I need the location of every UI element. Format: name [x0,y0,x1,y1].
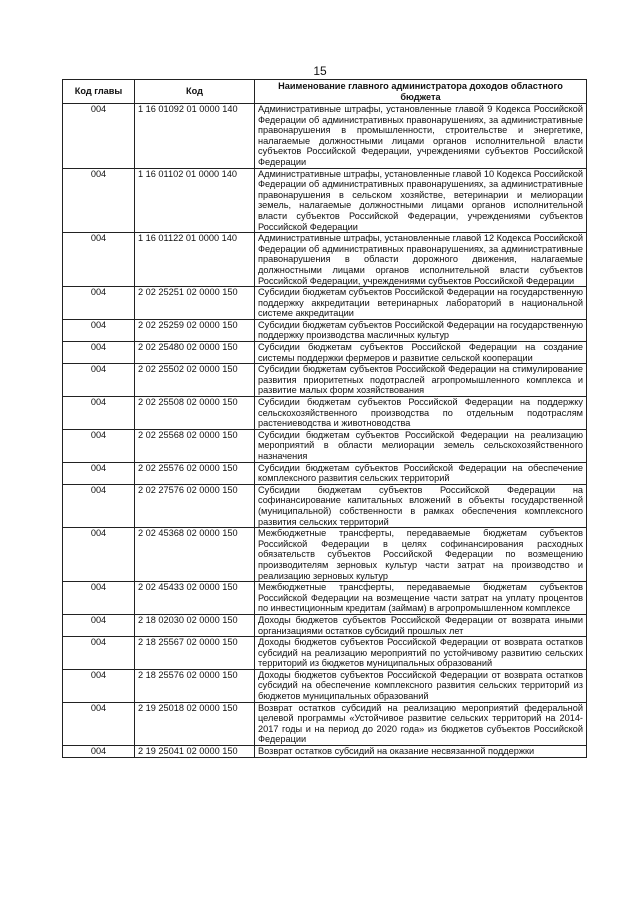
chapter-code-cell: 004 [63,168,135,233]
chapter-code-cell: 004 [63,233,135,287]
chapter-code-cell: 004 [63,614,135,636]
table-row [63,484,587,527]
table-row [63,702,587,745]
revenue-code-cell: 1 16 01102 01 0000 140 [135,168,255,233]
administrator-name-cell: Субсидии бюджетам субъектов Российской Федерации на поддержку сельскохозяйственного производства по отдельным подотраслям растениеводства и животноводства [255,397,587,430]
table-row [63,342,587,364]
chapter-code-cell: 004 [63,319,135,341]
table-row [63,669,587,702]
administrator-name-cell: Административные штрафы, установленные главой 12 Кодекса Российской Федерации об административных правонарушениях, за административные правонарушения в области дорожного движения, налагаемые должностными лицами органов исполнительной власти субъектов Российской Федерации, учреждениями субъектов Российской Федерации [255,233,587,287]
table-row [63,319,587,341]
administrator-name-cell: Возврат остатков субсидий на оказание несвязанной поддержки [255,746,587,758]
revenue-code-cell: 1 16 01092 01 0000 140 [135,104,255,169]
revenue-code-cell: 2 19 25018 02 0000 150 [135,702,255,745]
administrator-name-cell: Субсидии бюджетам субъектов Российской Федерации на стимулирование развития приоритетных подотраслей агропромышленного комплекса и развитие малых форм хозяйствования [255,364,587,397]
table-row [63,364,587,397]
revenue-code-cell: 2 02 27576 02 0000 150 [135,484,255,527]
chapter-code-cell: 004 [63,104,135,169]
revenue-code-cell: 1 16 01122 01 0000 140 [135,233,255,287]
table-row [63,582,587,615]
table-row [63,746,587,758]
administrator-name-cell: Доходы бюджетов субъектов Российской Федерации от возврата остатков субсидий на реализацию мероприятий по устойчивому развитию сельских территорий из бюджетов муниципальных образований [255,637,587,670]
chapter-code-cell: 004 [63,746,135,758]
administrator-name-cell: Административные штрафы, установленные главой 9 Кодекса Российской Федерации об административных правонарушениях, за административные правонарушения в промышленности, строительстве и энергетике, налагаемые должностными лицами органов исполнительной власти субъектов Российской Федерации, учреждениями субъектов Российской Федерации [255,104,587,169]
chapter-code-cell: 004 [63,397,135,430]
administrator-name-cell: Доходы бюджетов субъектов Российской Федерации от возврата остатков субсидий на обеспечение комплексного развития сельских территорий из бюджетов муниципальных образований [255,669,587,702]
chapter-code-cell: 004 [63,582,135,615]
revenue-code-cell: 2 18 25576 02 0000 150 [135,669,255,702]
administrator-name-cell: Субсидии бюджетам субъектов Российской Федерации на реализацию мероприятий в области мелиорации земель сельскохозяйственного назначения [255,429,587,462]
table-row [63,287,587,320]
revenue-code-cell: 2 02 25576 02 0000 150 [135,462,255,484]
administrator-name-cell: Межбюджетные трансферты, передаваемые бюджетам субъектов Российской Федерации в целях софинансирования расходных обязательств субъектов Российской Федерации по возмещению производителям зерновых культур части затрат на производство и реализацию зерновых культур [255,528,587,582]
revenue-code-cell: 2 02 25502 02 0000 150 [135,364,255,397]
chapter-code-cell: 004 [63,429,135,462]
table-header-row [63,80,587,104]
administrator-name-cell: Субсидии бюджетам субъектов Российской Федерации на государственную поддержку аккредитации ветеринарных лабораторий в национальной системе аккредитации [255,287,587,320]
revenue-code-cell: 2 02 45368 02 0000 150 [135,528,255,582]
table-row [63,397,587,430]
chapter-code-cell: 004 [63,287,135,320]
chapter-code-cell: 004 [63,462,135,484]
administrator-name-cell: Субсидии бюджетам субъектов Российской Федерации на обеспечение комплексного развития сельских территорий [255,462,587,484]
chapter-code-cell: 004 [63,528,135,582]
chapter-code-cell: 004 [63,669,135,702]
table-row [63,168,587,233]
administrator-name-cell: Субсидии бюджетам субъектов Российской Федерации на создание системы поддержки фермеров и развитие сельской кооперации [255,342,587,364]
revenue-administrators-table [62,79,587,758]
table-row [63,429,587,462]
administrator-name-cell: Возврат остатков субсидий на реализацию мероприятий федеральной целевой программы «Устойчивое развитие сельских территорий на 2014-2017 годы и на период до 2020 года» из бюджетов субъектов Российской Федерации [255,702,587,745]
table-row [63,614,587,636]
revenue-code-cell: 2 02 25251 02 0000 150 [135,287,255,320]
chapter-code-cell: 004 [63,702,135,745]
administrator-name-cell: Административные штрафы, установленные главой 10 Кодекса Российской Федерации об административных правонарушениях, за административные правонарушения в сельском хозяйстве, ветеринарии и мелиорации земель, налагаемые должностными лицами органов исполнительной власти субъектов Российской Федерации, учреждениями субъектов Российской Федерации [255,168,587,233]
administrator-name-cell: Субсидии бюджетам субъектов Российской Федерации на государственную поддержку производства масличных культур [255,319,587,341]
revenue-code-cell: 2 02 45433 02 0000 150 [135,582,255,615]
header-administrator-name: Наименование главного администратора доходов областного бюджета [255,80,587,104]
table-row [63,462,587,484]
revenue-code-cell: 2 02 25568 02 0000 150 [135,429,255,462]
administrator-name-cell: Доходы бюджетов субъектов Российской Федерации от возврата иными организациями остатков субсидий прошлых лет [255,614,587,636]
chapter-code-cell: 004 [63,484,135,527]
revenue-code-cell: 2 02 25259 02 0000 150 [135,319,255,341]
revenue-code-cell: 2 18 02030 02 0000 150 [135,614,255,636]
chapter-code-cell: 004 [63,342,135,364]
administrator-name-cell: Межбюджетные трансферты, передаваемые бюджетам субъектов Российской Федерации на возмещение части затрат на уплату процентов по инвестиционным кредитам (займам) в агропромышленном комплексе [255,582,587,615]
revenue-code-cell: 2 02 25508 02 0000 150 [135,397,255,430]
header-chapter-code: Код главы [63,80,135,104]
revenue-code-cell: 2 18 25567 02 0000 150 [135,637,255,670]
table-row [63,637,587,670]
table-row [63,104,587,169]
page-number: 15 [313,64,327,78]
revenue-code-cell: 2 19 25041 02 0000 150 [135,746,255,758]
administrator-name-cell: Субсидии бюджетам субъектов Российской Федерации на софинансирование капитальных вложений в объекты государственной (муниципальной) собственности в рамках обеспечения комплексного развития сельских территорий [255,484,587,527]
chapter-code-cell: 004 [63,364,135,397]
table-row [63,233,587,287]
table-row [63,528,587,582]
revenue-code-cell: 2 02 25480 02 0000 150 [135,342,255,364]
header-code: Код [135,80,255,104]
chapter-code-cell: 004 [63,637,135,670]
